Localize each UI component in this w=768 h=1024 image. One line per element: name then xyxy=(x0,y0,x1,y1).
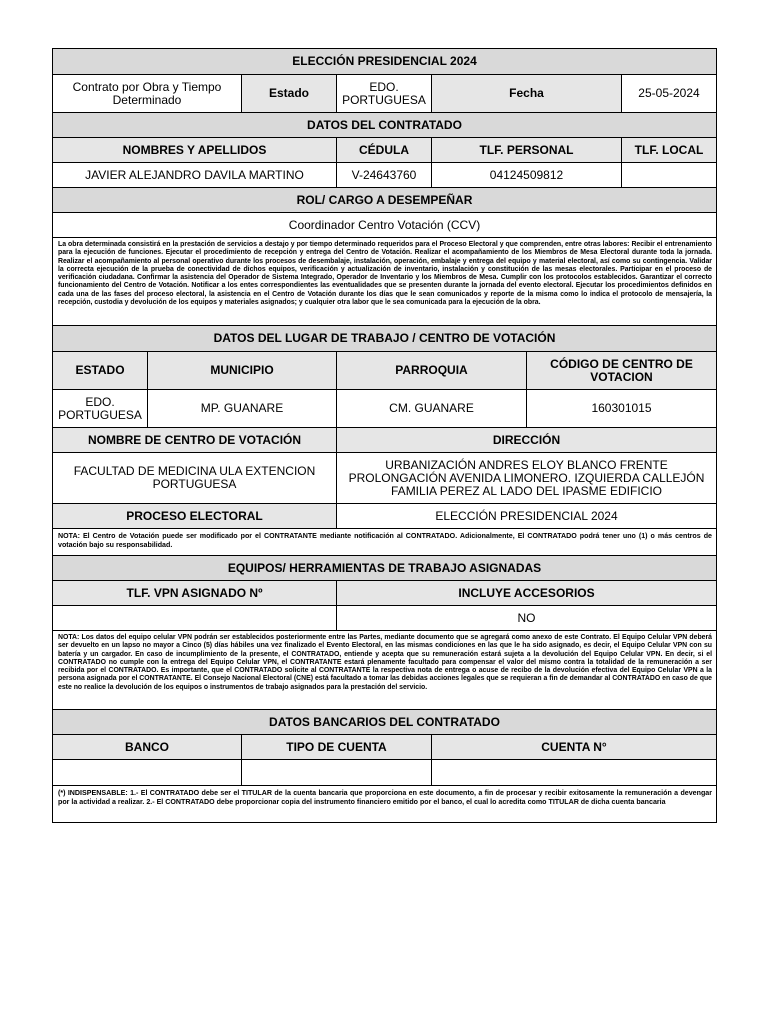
tlf-personal-value: 04124509812 xyxy=(432,163,622,187)
rol-description: La obra determinada consistirá en la prestación de servicios a destajo y por tiempo determinado requeridos para el Proceso Electoral y que comprenden, entre otras labores: Recibir el entrenamiento para la ejecución de funciones. Ejecutar el procedimiento de recepción y entrega del Centro de Votación. Realizar el acompañamiento de los Miembros de Mesa Electoral durante toda la jornada. Realizar el acompañamiento al personal operativo durante los procesos de desembalaje, instalación, operación, embalaje y entrega del equipo y material electoral, así como su contingencia. Validar la correcta ejecución de la prueba de conectividad de dichos equipos, verificación y actualización de inventario, instalación y constitución de las mesas electorales. Participar en el proceso de verificación ciudadana. Confirmar la asistencia del Operador de Sistema Integrado, Operador de Inventario y los Miembros de Mesa. Cumplir con los protocolos establecidos. Garantizar el correcto funcionamiento del Centro de Votación. Notificar a los entes correspondientes las eventualidades que se presenten durante la jornada del evento electoral. Ejecutar los procedimientos definidos en cada una de las fases del proceso electoral, la asistencia en el Centro de Votación durante los días que le sean comunicados y reporte de la misma como lo indica el protocolo de mensajería, la recepción, custodia y devolución de los equipos y materiales asignados; y cualquier otra labor que le sea comunicada para la ejecución de la obra. xyxy=(58,241,712,307)
cedula-value: V-24643760 xyxy=(337,163,432,187)
vpn-value xyxy=(53,606,337,630)
equipos-data-row xyxy=(52,606,717,631)
equipos-header-row xyxy=(52,581,717,606)
title-row xyxy=(52,48,717,75)
accesorios-value: NO xyxy=(517,610,536,625)
col-direccion: DIRECCIÓN xyxy=(337,428,716,452)
col-nombres: NOMBRES Y APELLIDOS xyxy=(53,138,337,162)
contratado-section-row xyxy=(52,113,717,138)
col-municipio: MUNICIPIO xyxy=(148,352,337,389)
proceso-label: PROCESO ELECTORAL xyxy=(53,504,337,528)
col-accesorios: INCLUYE ACCESORIOS xyxy=(337,581,716,605)
proceso-value: ELECCIÓN PRESIDENCIAL 2024 xyxy=(435,508,618,523)
centro-header-row xyxy=(52,428,717,453)
col-estado: ESTADO xyxy=(53,352,148,389)
equipos-note: NOTA: Los datos del equipo celular VPN podrán ser establecidos posteriormente entre las Partes, mediante documento que se agregará como anexo de este Contrato. El Equipo Celular VPN deberá ser devuelto en un lapso no mayor a Cinco (5) días hábiles una vez finalizado el Evento Electoral, en las mismas condiciones en las que le ha sido asignado, es decir, el Equipo Celular VPN con su batería y un cargador. En caso de incumplimiento de la presente, el CONTRATADO, entiende y acepta que su remuneración estará sujeta a la devolución del Equipo Celular VPN. En decir, si el CONTRATADO no cumple con la entrega del Equipo Celular VPN, el CONTRATANTE estará plenamente facultado para compensar el valor del mismo contra la totalidad de la remuneración a ser recibida por el CONTRATADO. Es importante, que el CONTRATADO solicite al CONTRATANTE la respectiva nota de entrega o acuse de recibo de la devolución efectiva del Equipo Celular VPN a la persona asignada por el CONTRATANTE. El Consejo Nacional Electoral (CNE) está facultado a tomar las debidas acciones legales que se requieran a fin de demandar al CONTRATADO en caso de que este no realice la devolución de los equipos o instrumentos de trabajo asignados para la prestación del servicio. xyxy=(58,634,712,691)
rol-section-title: ROL/ CARGO A DESEMPEÑAR xyxy=(53,188,716,212)
rol-description-row xyxy=(52,238,717,326)
col-tlf-personal: TLF. PERSONAL xyxy=(432,138,622,162)
contract-type: Contrato por Obra y Tiempo Determinado xyxy=(53,75,242,112)
form-title: ELECCIÓN PRESIDENCIAL 2024 xyxy=(53,49,716,74)
fecha-label: Fecha xyxy=(432,75,622,112)
col-parroquia: PARROQUIA xyxy=(337,352,527,389)
lugar-note: NOTA: El Centro de Votación puede ser modificado por el CONTRATANTE mediante notificación al CONTRATADO. Adicionalmente, El CONTRATADO podrá tener uno (1) o más centros de votación bajo su responsabilidad. xyxy=(58,532,712,549)
lugar-estado: EDO. PORTUGUESA xyxy=(53,390,148,427)
lugar-parroquia: CM. GUANARE xyxy=(337,390,527,427)
banco-value xyxy=(53,760,242,785)
estado-value: EDO. PORTUGUESA xyxy=(337,75,432,112)
bancarios-note-row xyxy=(52,786,717,823)
lugar-section-title: DATOS DEL LUGAR DE TRABAJO / CENTRO DE VOTACIÓN xyxy=(53,326,716,351)
nombre-value: JAVIER ALEJANDRO DAVILA MARTINO xyxy=(53,163,337,187)
lugar-data-row xyxy=(52,390,717,428)
rol-value-row xyxy=(52,213,717,238)
col-cuenta: CUENTA N° xyxy=(432,735,716,759)
lugar-header-row xyxy=(52,352,717,390)
bancarios-section-title: DATOS BANCARIOS DEL CONTRATADO xyxy=(53,710,716,734)
bancarios-data-row xyxy=(52,760,717,786)
lugar-codigo: 160301015 xyxy=(591,401,652,415)
col-banco: BANCO xyxy=(53,735,242,759)
equipos-note-row xyxy=(52,631,717,710)
contratado-data-row xyxy=(52,163,717,188)
col-vpn: TLF. VPN ASIGNADO Nº xyxy=(53,581,337,605)
col-cedula: CÉDULA xyxy=(337,138,432,162)
lugar-section-row xyxy=(52,326,717,352)
lugar-note-row xyxy=(52,529,717,556)
tlf-local-value xyxy=(622,163,716,187)
col-tipo-cuenta: TIPO DE CUENTA xyxy=(242,735,432,759)
fecha-value: 25-05-2024 xyxy=(638,86,700,100)
lugar-municipio: MP. GUANARE xyxy=(148,390,337,427)
contratado-header-row xyxy=(52,138,717,163)
proceso-row xyxy=(52,504,717,529)
nombre-centro-value: FACULTAD DE MEDICINA ULA EXTENCION PORTUGUESA xyxy=(53,453,337,503)
centro-data-row xyxy=(52,453,717,504)
col-codigo: CÓDIGO DE CENTRO DE VOTACION xyxy=(527,352,716,389)
rol-section-row xyxy=(52,188,717,213)
cuenta-value xyxy=(432,760,716,785)
direccion-value: URBANIZACIÓN ANDRES ELOY BLANCO FRENTE PROLONGACIÓN AVENIDA LIMONERO. IZQUIERDA CALLEJÓN FAMILIA PEREZ AL LADO DEL IPASME EDIFICIO xyxy=(348,457,705,498)
contratado-section-title: DATOS DEL CONTRATADO xyxy=(53,113,716,137)
equipos-section-title: EQUIPOS/ HERRAMIENTAS DE TRABAJO ASIGNADAS xyxy=(53,556,716,580)
tipo-cuenta-value xyxy=(242,760,432,785)
contract-info-row xyxy=(52,75,717,113)
bancarios-note: (*) INDISPENSABLE: 1.- El CONTRATADO debe ser el TITULAR de la cuenta bancaria que proporciona en este documento, a fin de procesar y recibir exitosamente la remuneración a devengar por la actividad a realizar. 2.- El CONTRATADO debe proporcionar copia del instrumento financiero emitido por el banco, el cual lo acredita como TITULAR de dicha cuenta bancaria xyxy=(58,789,712,806)
col-tlf-local: TLF. LOCAL xyxy=(622,138,716,162)
bancarios-header-row xyxy=(52,735,717,760)
estado-label: Estado xyxy=(242,75,337,112)
contract-form xyxy=(52,48,717,823)
bancarios-section-row xyxy=(52,710,717,735)
equipos-section-row xyxy=(52,556,717,581)
rol-value: Coordinador Centro Votación (CCV) xyxy=(288,217,481,232)
col-nombre-centro: NOMBRE DE CENTRO DE VOTACIÓN xyxy=(53,428,337,452)
